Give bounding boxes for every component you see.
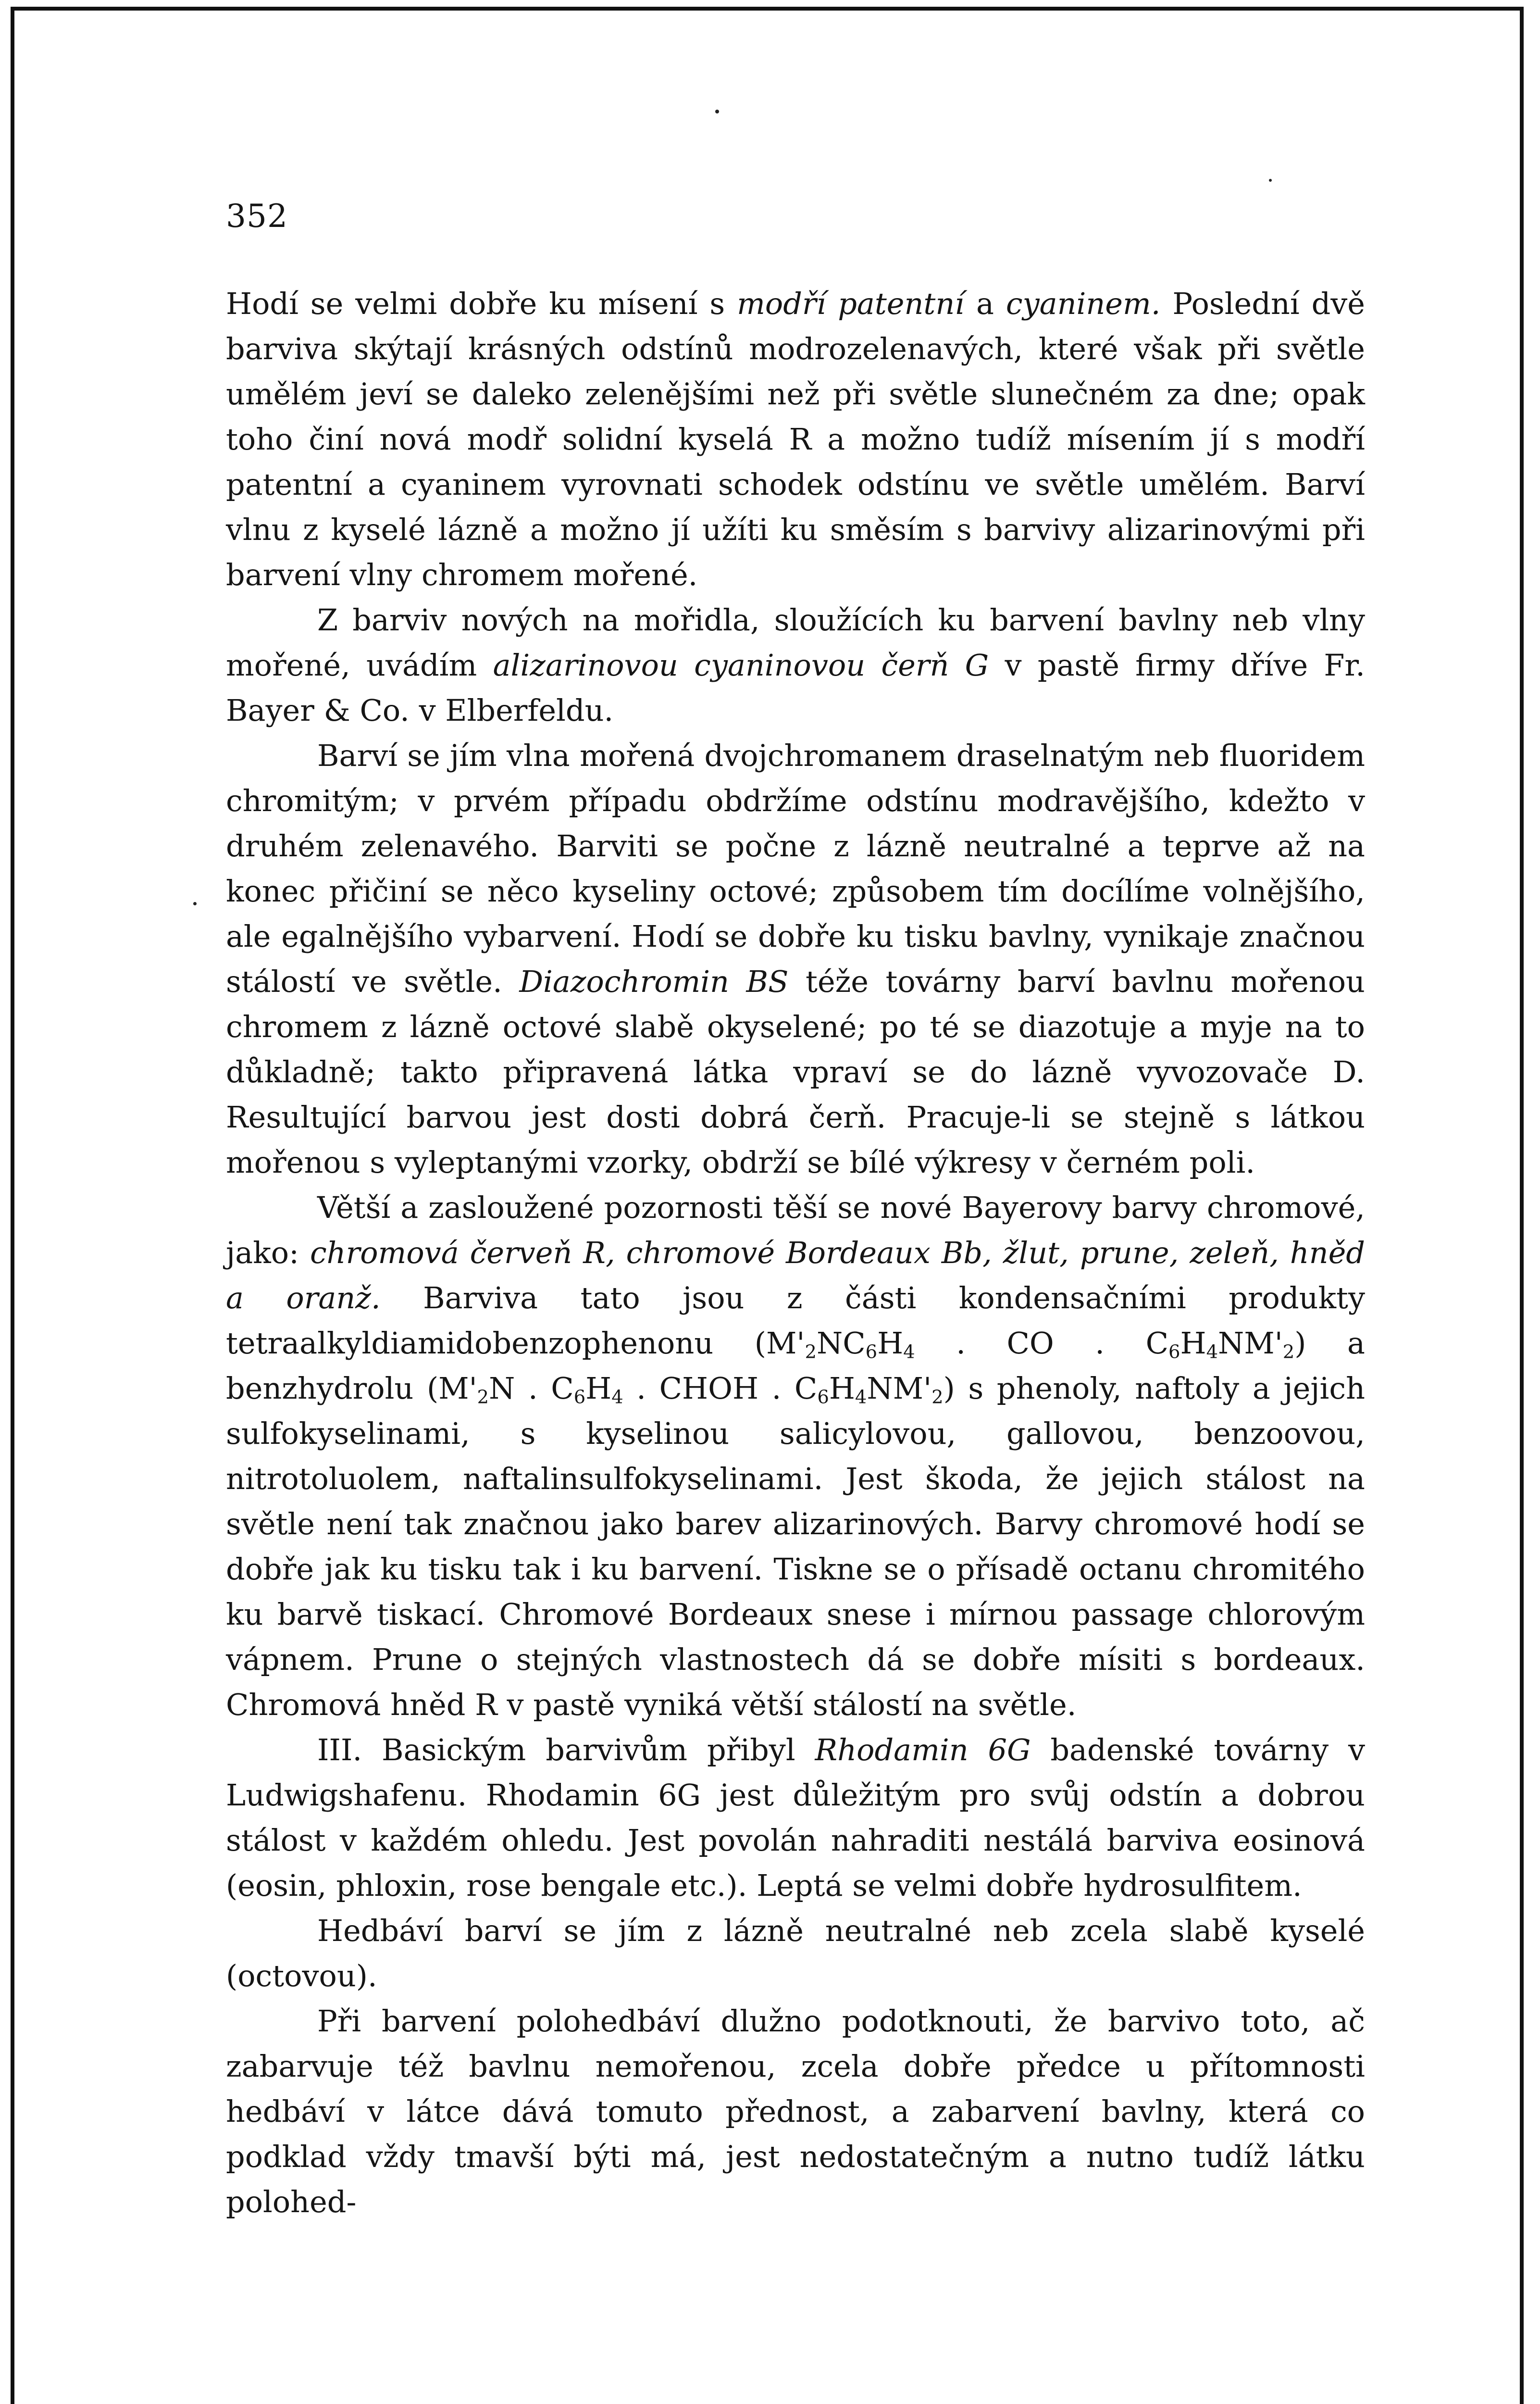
paragraph bbox=[226, 733, 1365, 1185]
subscript: 2 bbox=[1282, 1341, 1295, 1363]
text-run: Z barviv nových na mořidla, sloužících ku barvení bavlny neb vlny mořené, uvádím bbox=[226, 602, 1365, 683]
text-run: badenské továrny v Ludwigshafenu. Rhodamin 6G jest důležitým pro svůj odstín a dobrou stálost v každém ohledu. Jest povolán nahraditi nestálá barviva eosinová (eosin, phloxin, rose bengale etc.). Leptá se velmi dobře hydrosulfitem. bbox=[226, 1732, 1365, 1903]
text-run: v pastě firmy dříve Fr. Bayer & Co. v Elberfeldu. bbox=[226, 648, 1365, 728]
text-run: . CHOH . C bbox=[623, 1371, 818, 1406]
text-run: N . C bbox=[489, 1371, 574, 1406]
subscript: 4 bbox=[611, 1386, 623, 1408]
paragraph bbox=[226, 1728, 1365, 1908]
italic-term: modří patentní bbox=[737, 286, 965, 321]
text-run: NM' bbox=[867, 1371, 932, 1406]
text-run: H bbox=[877, 1326, 904, 1361]
scan-speck bbox=[1269, 179, 1272, 182]
paragraph bbox=[226, 1908, 1365, 1999]
text-run: H bbox=[829, 1371, 855, 1406]
subscript: 2 bbox=[805, 1341, 817, 1363]
text-run: ) s phenoly, naftoly a jejich sulfokyselinami, s kyselinou salicylovou, gallovou, benzoovou, nitrotoluolem, naftalinsulfokyselinami. Jest škoda, že jejich stálost na světle není tak značnou jako barev alizarinových. Barvy chromové hodí se dobře jak ku tisku tak i ku barvení. Tiskne se o přísadě octanu chromitého ku barvě tiskací. Chromové Bordeaux snese i mírnou passage chlorovým vápnem. Prune o stejných vlastnostech dá se dobře mísiti s bordeaux. Chromová hněd R v pastě vyniká větší stálostí na světle. bbox=[226, 1371, 1365, 1722]
italic-term: cyaninem. bbox=[1006, 286, 1161, 321]
page-number: 352 bbox=[226, 198, 288, 235]
subscript: 4 bbox=[1206, 1341, 1218, 1363]
italic-term: Rhodamin 6G bbox=[815, 1732, 1031, 1767]
italic-term: chromová červeň R, chromové Bordeaux Bb, žlut, prune, zeleň, hněd a oranž. bbox=[226, 1235, 1365, 1315]
text-run: NC bbox=[816, 1326, 866, 1361]
subscript: 6 bbox=[817, 1386, 829, 1408]
text-run: Větší a zasloužené pozornosti těší se nové Bayerovy barvy chromové, jako: bbox=[226, 1190, 1365, 1270]
subscript: 6 bbox=[1168, 1341, 1180, 1363]
text-run: III. Basickým barvivům přibyl bbox=[317, 1732, 815, 1767]
text-run: Hodí se velmi dobře ku mísení s bbox=[226, 286, 737, 321]
text-run: . CO . C bbox=[915, 1326, 1169, 1361]
subscript: 6 bbox=[573, 1386, 586, 1408]
text-run: téže továrny barví bavlnu mořenou chromem z lázně octové slabě okyselené; po té se diazotuje a myje na to důkladně; takto připravená látka vpraví se do lázně vyvozovače D. Resultující barvou jest dosti dobrá čerň. Pracuje-li se stejně s látkou mořenou s vyleptanými vzorky, obdrží se bílé výkresy v černém poli. bbox=[226, 964, 1365, 1180]
text-run: NM' bbox=[1218, 1326, 1283, 1361]
text-run: H bbox=[1180, 1326, 1206, 1361]
scan-speck bbox=[715, 110, 719, 113]
text-run: Při barvení polohedbáví dlužno podotknouti, že barvivo toto, ač zabarvuje též bavlnu nemořenou, zcela dobře předce u přítomnosti hedbáví v látce dává tomuto přednost, a zabarvení bavlny, která co podklad vždy tmavší býti má, jest nedostatečným a nutno tudíž látku polohed- bbox=[226, 2003, 1365, 2219]
subscript: 2 bbox=[931, 1386, 944, 1408]
paragraph bbox=[226, 1185, 1365, 1728]
scan-speck bbox=[193, 902, 197, 905]
italic-term: Diazochromin BS bbox=[519, 964, 789, 999]
text-run: Barviva tato jsou z části kondensačními produkty tetraalkyldiamidobenzophenonu (M' bbox=[226, 1280, 1365, 1361]
paragraph bbox=[226, 281, 1365, 598]
text-run: Hedbáví barví se jím z lázně neutralné neb zcela slabě kyselé (octovou). bbox=[226, 1913, 1365, 1993]
book-page bbox=[226, 197, 1365, 2225]
paragraph bbox=[226, 1999, 1365, 2225]
subscript: 4 bbox=[855, 1386, 867, 1408]
body-text bbox=[226, 281, 1365, 2225]
text-run: H bbox=[585, 1371, 612, 1406]
subscript: 6 bbox=[865, 1341, 878, 1363]
text-run: Poslední dvě barviva skýtají krásných odstínů modrozelenavých, které však při světle umělém jeví se daleko zelenějšími než při světle slunečném za dne; opak toho činí nová modř solidní kyselá R a možno tudíž mísením jí s modří patentní a cyaninem vyrovnati schodek odstínu ve světle umělém. Barví vlnu z kyselé lázně a možno jí užíti ku směsím s barvivy alizarinovými při barvení vlny chromem mořené. bbox=[226, 286, 1365, 592]
subscript: 2 bbox=[477, 1386, 489, 1408]
text-run: ) a benzhydrolu (M' bbox=[226, 1326, 1365, 1406]
paragraph bbox=[226, 598, 1365, 733]
subscript: 4 bbox=[903, 1341, 915, 1363]
text-run: a bbox=[964, 286, 1006, 321]
italic-term: alizarinovou cyaninovou čerň G bbox=[493, 648, 989, 683]
text-run: Barví se jím vlna mořená dvojchromanem draselnatým neb fluoridem chromitým; v prvém případu obdržíme odstínu modravějšího, kdežto v druhém zelenavého. Barviti se počne z lázně neutralné a teprve až na konec přičiní se něco kyseliny octové; způsobem tím docílíme volnějšího, ale egalnějšího vybarvení. Hodí se dobře ku tisku bavlny, vynikaje značnou stálostí ve světle. bbox=[226, 738, 1365, 999]
